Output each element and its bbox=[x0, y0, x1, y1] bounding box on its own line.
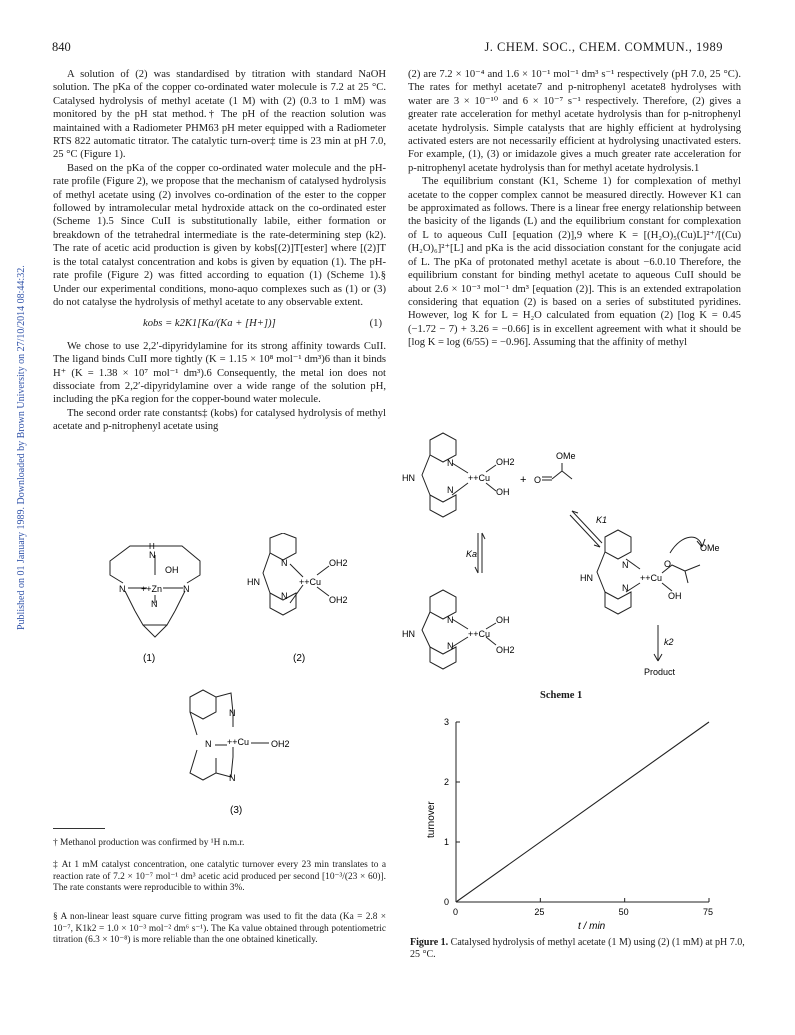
download-sidebar bbox=[4, 265, 27, 630]
sch-hn1: HN bbox=[402, 473, 415, 483]
x-axis-label: t / min bbox=[578, 921, 606, 932]
s1-n-pyr: N bbox=[151, 599, 158, 609]
y-tick-label: 3 bbox=[444, 717, 450, 727]
s3-cu: ++Cu bbox=[227, 737, 250, 747]
x-tick-label: 25 bbox=[534, 907, 545, 917]
journal-header: J. CHEM. SOC., CHEM. COMMUN., 1989 bbox=[484, 40, 723, 54]
s3-oh2: OH2 bbox=[271, 739, 290, 749]
s1-n-right: N bbox=[183, 584, 190, 594]
figure-caption-text: Catalysed hydrolysis of methyl acetate (1 M) using (2) (1 mM) at pH 7.0, 25 °C. bbox=[410, 937, 745, 960]
sch-hn3: HN bbox=[580, 573, 593, 583]
right-column bbox=[408, 68, 741, 350]
s2-oh2-bot: OH2 bbox=[329, 595, 348, 605]
scheme-title: Scheme 1 bbox=[540, 690, 583, 701]
series-line bbox=[456, 722, 709, 902]
label-1: (1) bbox=[143, 653, 156, 664]
s2-oh2-top: OH2 bbox=[329, 558, 348, 568]
s3-n-left: N bbox=[205, 739, 212, 749]
label-3: (3) bbox=[230, 805, 243, 816]
equation-1-number: (1) bbox=[369, 318, 382, 330]
left-paragraph-4: The second order rate constants‡ (kobs) for catalysed hydrolysis of methyl acetate and p-nitrophenyl acetate using bbox=[53, 407, 386, 433]
structure-3 bbox=[175, 685, 315, 820]
sch-cu3: ++Cu bbox=[640, 573, 663, 583]
x-tick-label: 0 bbox=[453, 907, 459, 917]
sch-n6: N bbox=[622, 583, 629, 593]
sch-cu2: ++Cu bbox=[468, 629, 491, 639]
sch-plus: + bbox=[520, 474, 527, 486]
sch-oh-2: OH bbox=[496, 615, 510, 625]
sch-ome1: OMe bbox=[556, 451, 576, 461]
s1-nh-n: N bbox=[149, 550, 156, 560]
s3-n-top: N bbox=[229, 708, 236, 718]
s1-oh: OH bbox=[165, 565, 179, 575]
footnote-2: ‡ At 1 mM catalyst concentration, one catalytic turnover every 23 min translates to a reaction rate of 7.2 × 10⁻⁷ mol⁻¹ dm³ acetic acid produced per second [10⁻³/(23 × 60)]. The rate constants were reproducible to within 3%. bbox=[53, 860, 386, 894]
sch-o1: O bbox=[534, 475, 542, 485]
sch-hn2: HN bbox=[402, 629, 415, 639]
right-paragraph-1: (2) are 7.2 × 10⁻⁴ and 1.6 × 10⁻¹ mol⁻¹ dm³ s⁻¹ respectively (pH 7.0, 25 °C). The rates for methyl acetate7 and p-nitrophenyl acetate8 hydrolyses with water are 3 × 10⁻¹⁰ and 6 × 10⁻⁷ s⁻¹ respectively. Therefore, (2) gives a greater rate acceleration for methyl acetate hydrolysis than for p-nitrophenyl acetate hydrolysis. Simple catalysts that are highly efficient at hydrolysing activated esters are not necessarily efficient at hydrolysing unactivated esters. For example, (1), (3) or imidazole gives a much greater rate acceleration for p-nitrophenyl acetate hydrolysis than for methyl acetate hydrolysis.1 bbox=[408, 69, 741, 174]
download-notice: Published on 01 January 1989. Downloaded by Brown University on 27/10/2014 08:44:32. bbox=[16, 265, 27, 630]
sch-product: Product bbox=[644, 667, 676, 677]
left-paragraph-1: A solution of (2) was standardised by titration with standard NaOH solution. The pKa of the copper co-ordinated water molecule is 7.2 at 25 °C. Catalysed hydrolysis of methyl acetate (1 M) with (2) (0.3 to 1 mM) was monitored by the pH stat method.† The pH of the reaction solution was maintained with a Radiometer PHM63 pH meter equipped with a Radiometer RTS 822 automatic titrator. The catalytic turn-over‡ time is 23 min at pH 7.0, 25 °C (Figure 1). bbox=[53, 69, 386, 161]
y-tick-label: 2 bbox=[444, 777, 450, 787]
figure-1-chart bbox=[410, 710, 740, 935]
s3-n-bot: N bbox=[229, 773, 236, 783]
sch-cu1: ++Cu bbox=[468, 473, 491, 483]
footnote-1: † Methanol production was confirmed by ¹H n.m.r. bbox=[53, 838, 245, 848]
right-paragraph-2: The equilibrium constant (K1, Scheme 1) for complexation of methyl acetate to the copper complex cannot be measured directly. However K1 can be approximated as follows. There is a linear free energy relationship between the basicity of the ligands (L) and the equilibrium constant for complexation of L to aqueous CuII [equation (2)],9 where K = [(H₂O)₅(Cu)L]²⁺/[(Cu)(H₂O)₆]²⁺[L] and pKa is the acid dissociation constant for the conjugate acid of L. The pKa of protonated methyl acetate is about −6.0.10 Therefore, the equilibrium constant for binding methyl acetate to aqueous CuII should be about 2.6 × 10⁻³ mol⁻¹ dm³ [equation (2)]. This is an extended extrapolation considering that equation (2) is based on a series of substituted pyridines. However, log K for L = H₂O calculated from equation (2) [log K = 0.45 (−1.72 − 7) + 3.26 = −0.66] is in excellent agreement with what it should be [log K = log (6/55) = −0.96]. Assuming that the affinity of methyl bbox=[408, 176, 741, 349]
s1-zn: ++Zn bbox=[141, 584, 163, 594]
equation-1-body: kobs = k2K1[Ka/(Ka + [H+])] bbox=[143, 318, 276, 330]
y-tick-label: 1 bbox=[444, 837, 450, 847]
s1-nh-h: H bbox=[149, 542, 155, 551]
sch-n4: N bbox=[447, 641, 454, 651]
footnote-3: § A non-linear least square curve fitting program was used to fit the data (Ka = 2.8 × 10⁻⁷, K1k2 = 1.0 × 10⁻³ mol⁻² dm⁶ s⁻¹). The Ka value obtained through potentiometric titration (6.3 × 10⁻⁸) is more reliable than the one obtained kinetically. bbox=[53, 912, 386, 946]
sch-o2: O bbox=[664, 559, 672, 569]
sch-k1: K1 bbox=[596, 515, 608, 525]
s2-hn: HN bbox=[247, 577, 260, 587]
sch-n5: N bbox=[622, 560, 629, 570]
left-paragraph-3: We chose to use 2,2′-dipyridylamine for its strong affinity towards CuII. The ligand binds CuII more tightly (K = 1.15 × 10⁸ mol⁻¹ dm³)6 than it binds H⁺ (K = 1.38 × 10⁷ mol⁻¹ dm³).6 Consequently, the metal ion does not dissociate from 2,2′-dipyridylamine over a wide range of the solution pH, including the pKa region for the copper-bound water molecule. bbox=[53, 340, 386, 406]
scheme-1 bbox=[400, 425, 745, 685]
y-tick-label: 0 bbox=[444, 897, 450, 907]
x-tick-label: 50 bbox=[618, 907, 629, 917]
sch-oh-1: OH bbox=[496, 487, 510, 497]
y-axis-label: turnover bbox=[426, 801, 437, 838]
sch-oh2-2: OH2 bbox=[496, 645, 515, 655]
sch-n1: N bbox=[447, 458, 454, 468]
sch-oh-3: OH bbox=[668, 591, 682, 601]
sch-n3: N bbox=[447, 615, 454, 625]
sch-ka: Ka bbox=[466, 549, 478, 559]
sch-n2: N bbox=[447, 485, 454, 495]
s2-n-bot: N bbox=[281, 591, 288, 601]
left-paragraph-2: Based on the pKa of the copper co-ordinated water molecule and the pH-rate profile (Figure 2), we propose that the mechanism of catalysed hydrolysis of methyl acetate using (2) involves co-ordination of the ester to the copper followed by intramolecular metal hydroxide attack on the co-ordinated ester (Scheme 1).5 Since CuII is substitutionally labile, either formation or breakdown of the tetrahedral intermediate is the rate-determining step (k2). The rate of acetic acid production is given by kobs[(2)]T[ester] where [(2)]T is the total catalyst concentration and kobs is given by equation (1). The pH-rate profile (Figure 2) was fitted according to equation (1) (Scheme 1).§ Under our experimental conditions, mono-aquo complexes such as (1) or (3) do not catalyse the hydrolysis of methyl acetate to any observable extent. bbox=[53, 162, 386, 308]
x-tick-label: 75 bbox=[703, 907, 714, 917]
structures-1-2 bbox=[85, 533, 385, 673]
s2-cu: ++Cu bbox=[299, 577, 322, 587]
left-column bbox=[53, 68, 386, 434]
sch-oh2-1: OH2 bbox=[496, 457, 515, 467]
footnote-rule bbox=[53, 828, 105, 829]
sch-ome2: OMe bbox=[700, 543, 720, 553]
equation-1 bbox=[143, 317, 386, 330]
s2-n-top: N bbox=[281, 558, 288, 568]
label-2: (2) bbox=[293, 653, 306, 664]
figure-caption bbox=[410, 937, 750, 961]
page-number: 840 bbox=[52, 40, 71, 54]
sch-k2: k2 bbox=[664, 637, 674, 647]
s1-n-left: N bbox=[119, 584, 126, 594]
figure-caption-label: Figure 1. bbox=[410, 937, 449, 948]
